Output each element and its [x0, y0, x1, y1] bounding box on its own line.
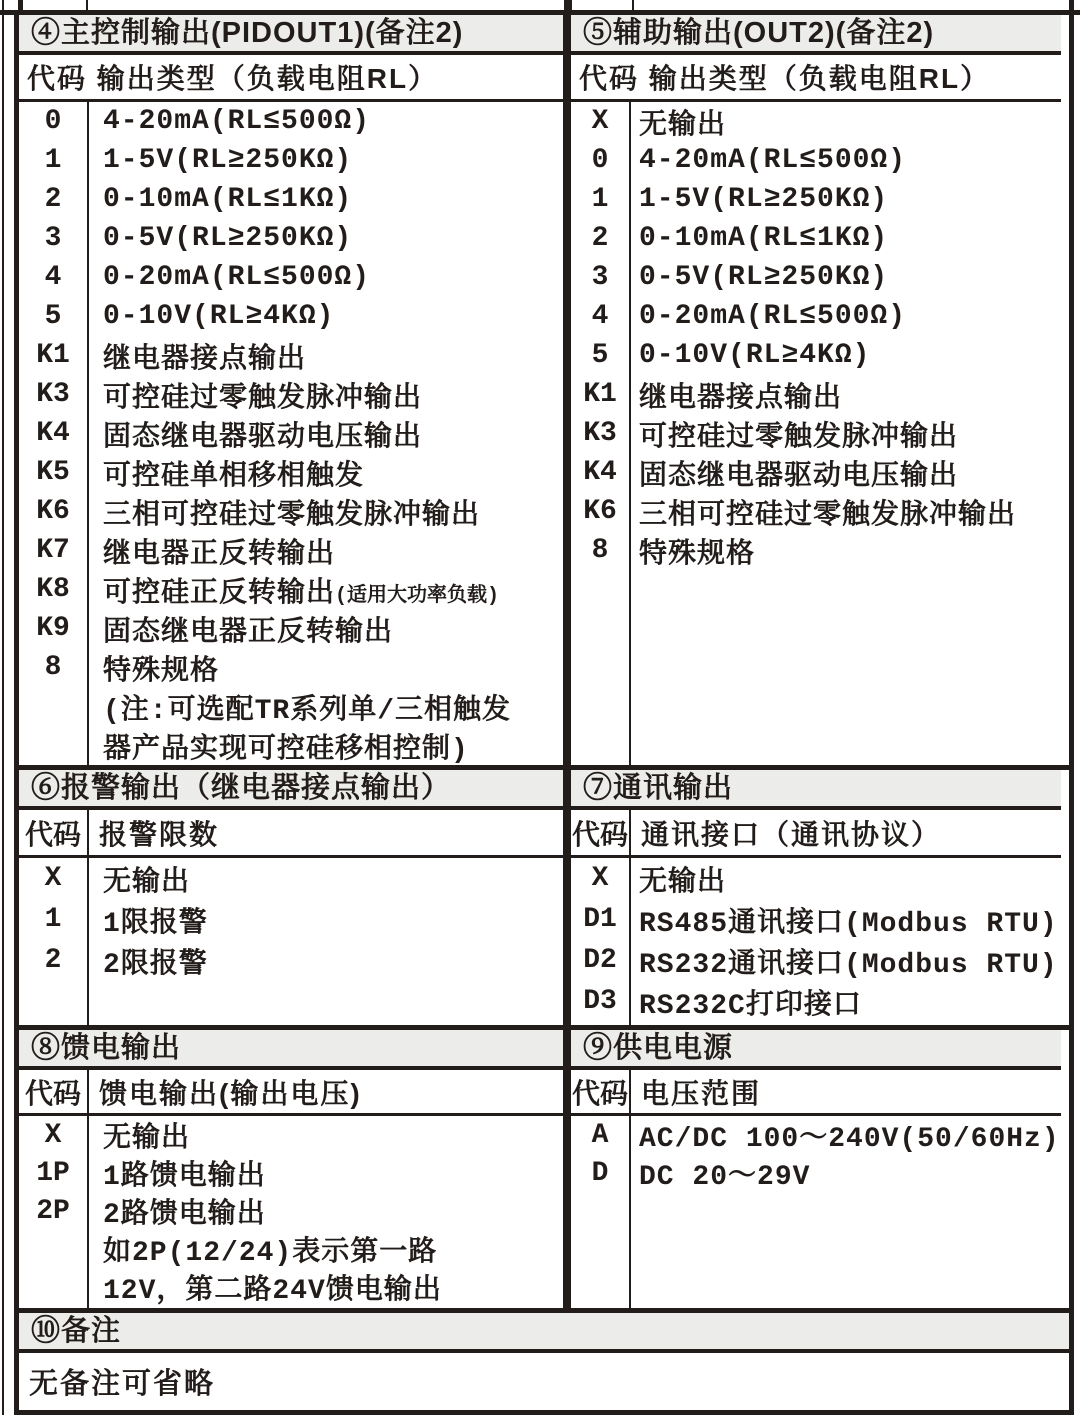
table-row	[571, 1116, 1061, 1154]
row-desc: 特殊规格	[103, 656, 220, 688]
table-row	[19, 648, 563, 687]
row-code: K4	[583, 457, 617, 488]
row-desc: RS485通讯接口(Modbus RTU)	[639, 908, 1058, 940]
table-row	[19, 899, 563, 940]
section-title: ④主控制输出(PIDOUT1)(备注2)	[19, 15, 563, 55]
row-code: 0	[44, 106, 62, 137]
row-desc: 0-10mA(RL≤1KΩ)	[639, 223, 889, 254]
table-row	[19, 375, 563, 414]
row-code: 8	[44, 652, 62, 683]
row-code: K6	[583, 496, 617, 527]
table-row	[19, 219, 563, 258]
row-code: 4	[591, 301, 609, 332]
table-row	[19, 180, 563, 219]
table-row	[571, 219, 1061, 258]
section-power-supply	[571, 1030, 1061, 1308]
row-desc: 0-10mA(RL≤1KΩ)	[103, 184, 353, 215]
table-row	[571, 297, 1061, 336]
row-desc: 三相可控硅过零触发脉冲输出	[103, 500, 481, 532]
row-desc: 无输出	[639, 110, 727, 142]
table-row	[571, 453, 1061, 492]
table-row	[19, 1116, 563, 1154]
table-row	[571, 180, 1061, 219]
table-row	[19, 531, 563, 570]
code-table	[19, 858, 563, 1025]
row-desc: RS232C打印接口	[639, 990, 862, 1022]
table-row	[19, 1154, 563, 1192]
column-header-code: 代码	[19, 1070, 89, 1113]
column-header-code: 代码	[19, 810, 89, 855]
row-code: A	[591, 1119, 609, 1151]
row-code: 5	[591, 340, 609, 371]
row-desc: 无输出	[639, 867, 727, 899]
row-code: 1P	[36, 1157, 70, 1189]
column-header-row	[571, 55, 1061, 102]
row-code: K7	[36, 535, 70, 566]
table-row	[19, 1268, 563, 1306]
row-desc: 4-20mA(RL≤500Ω)	[103, 106, 371, 137]
row-desc: (注:可选配TR系列单/三相触发	[103, 695, 512, 727]
row-desc: 继电器正反转输出	[103, 539, 336, 571]
section-alarm-output	[19, 770, 571, 1025]
row-code: 2P	[36, 1195, 70, 1227]
row-code: K1	[583, 379, 617, 410]
row-desc: 继电器接点输出	[103, 344, 307, 376]
row-code: X	[44, 863, 62, 894]
row-code: 1	[44, 145, 62, 176]
row-desc: 1限报警	[103, 908, 208, 940]
table-row	[19, 258, 563, 297]
table-row	[19, 687, 563, 726]
row-desc: 器产品实现可控硅移相控制)	[103, 734, 469, 765]
table-row	[19, 1230, 563, 1268]
code-table	[19, 1116, 563, 1308]
column-header: 代码 输出类型（负载电阻RL）	[27, 63, 439, 94]
row-code: 3	[591, 262, 609, 293]
row-desc: 1路馈电输出	[103, 1162, 266, 1193]
row-code: 1	[44, 904, 62, 935]
row-code: K3	[583, 418, 617, 449]
row-desc: 可控硅过零触发脉冲输出	[103, 383, 423, 415]
row-desc: 三相可控硅过零触发脉冲输出	[639, 500, 1017, 532]
column-header: 代码 输出类型（负载电阻RL）	[579, 63, 991, 94]
row-desc: 1-5V(RL≥250KΩ)	[639, 184, 889, 215]
row-code: K6	[36, 496, 70, 527]
section-main-control-output	[19, 15, 571, 765]
table-row	[571, 940, 1061, 981]
table-row	[19, 492, 563, 531]
row-desc: 无输出	[103, 1124, 191, 1155]
remark-text: 无备注可省略	[29, 1369, 216, 1402]
row-desc: RS232通讯接口(Modbus RTU)	[639, 949, 1058, 981]
row-desc: 如2P(12/24)表示第一路	[103, 1238, 438, 1269]
band-main-aux-output	[19, 15, 1069, 770]
column-header-desc: 报警限数	[99, 818, 220, 850]
row-desc: 2限报警	[103, 949, 208, 981]
row-code: D3	[583, 986, 617, 1017]
table-row	[571, 492, 1061, 531]
row-code: 2	[44, 945, 62, 976]
column-header-row	[19, 810, 563, 858]
row-code: 5	[44, 301, 62, 332]
code-table	[571, 1116, 1061, 1308]
row-desc: 2路馈电输出	[103, 1200, 266, 1231]
row-desc: 固态继电器驱动电压输出	[103, 422, 423, 454]
row-code: 2	[591, 223, 609, 254]
row-code: 2	[44, 184, 62, 215]
table-row	[571, 375, 1061, 414]
row-desc: 0-5V(RL≥250KΩ)	[639, 262, 889, 293]
row-desc: 0-10V(RL≥4KΩ)	[103, 301, 335, 332]
row-desc: 可控硅正反转输出(适用大功率负载)	[103, 578, 500, 610]
row-desc: DC 20～29V	[639, 1162, 811, 1193]
band-alarm-comm	[19, 770, 1069, 1030]
table-row	[19, 336, 563, 375]
column-header-desc: 通讯接口（通讯协议）	[641, 818, 942, 850]
row-desc: 0-20mA(RL≤500Ω)	[639, 301, 907, 332]
row-code: K3	[36, 379, 70, 410]
row-code: 1	[591, 184, 609, 215]
row-desc: 0-5V(RL≥250KΩ)	[103, 223, 353, 254]
row-code: K9	[36, 613, 70, 644]
row-desc: AC/DC 100～240V(50/60Hz)	[639, 1124, 1060, 1155]
table-row	[571, 899, 1061, 940]
table-row	[571, 414, 1061, 453]
code-table	[571, 102, 1061, 765]
table-row	[19, 414, 563, 453]
row-code: K8	[36, 574, 70, 605]
row-desc: 固态继电器驱动电压输出	[639, 461, 959, 493]
section-title: ⑦通讯输出	[571, 770, 1061, 810]
row-desc-note: (适用大功率负载)	[335, 584, 500, 608]
table-row	[19, 609, 563, 648]
table-row	[19, 102, 563, 141]
row-code: 0	[591, 145, 609, 176]
table-row	[571, 981, 1061, 1022]
row-desc: 0-10V(RL≥4KΩ)	[639, 340, 871, 371]
table-row	[19, 141, 563, 180]
row-code: 4	[44, 262, 62, 293]
row-code: K5	[36, 457, 70, 488]
section-title: ⑩备注	[19, 1313, 1069, 1353]
row-desc: 0-20mA(RL≤500Ω)	[103, 262, 371, 293]
column-header-row	[571, 810, 1061, 858]
column-header-desc: 电压范围	[641, 1077, 762, 1109]
band-feed-power	[19, 1030, 1069, 1313]
row-code: 8	[591, 535, 609, 566]
table-row	[19, 297, 563, 336]
code-table	[571, 858, 1061, 1025]
row-desc: 特殊规格	[639, 539, 756, 571]
table-row	[571, 102, 1061, 141]
row-code: D2	[583, 945, 617, 976]
section-aux-output	[571, 15, 1061, 765]
column-header-row	[19, 55, 563, 102]
table-row	[571, 531, 1061, 570]
table-row	[571, 1154, 1061, 1192]
row-desc: 固态继电器正反转输出	[103, 617, 394, 649]
column-header-row	[571, 1070, 1061, 1116]
band-remark	[19, 1313, 1069, 1410]
row-code: K4	[36, 418, 70, 449]
section-remark	[19, 1313, 1069, 1410]
table-row	[571, 258, 1061, 297]
table-row	[19, 1192, 563, 1230]
row-code: X	[591, 106, 609, 137]
section-feed-output	[19, 1030, 571, 1308]
section-title: ⑤辅助输出(OUT2)(备注2)	[571, 15, 1061, 55]
section-title: ⑥报警输出（继电器接点输出）	[19, 770, 563, 810]
table-row	[19, 453, 563, 492]
row-desc: 可控硅过零触发脉冲输出	[639, 422, 959, 454]
ordering-table	[14, 10, 1074, 1415]
row-code: D	[591, 1157, 609, 1189]
table-row	[19, 726, 563, 765]
row-desc: 可控硅单相移相触发	[103, 461, 365, 493]
row-code: K1	[36, 340, 70, 371]
code-table	[19, 102, 563, 765]
row-desc: 1-5V(RL≥250KΩ)	[103, 145, 353, 176]
row-desc: 无输出	[103, 867, 191, 899]
table-row	[571, 858, 1061, 899]
column-header-desc: 馈电输出(输出电压)	[99, 1077, 362, 1109]
table-row	[19, 940, 563, 981]
row-desc: 继电器接点输出	[639, 383, 843, 415]
table-row	[571, 141, 1061, 180]
column-header-row	[19, 1070, 563, 1116]
table-row	[571, 336, 1061, 375]
table-row	[19, 858, 563, 899]
section-comm-output	[571, 770, 1061, 1025]
row-code: X	[44, 1119, 62, 1151]
section-title: ⑨供电电源	[571, 1030, 1061, 1070]
column-header-code: 代码	[571, 1070, 631, 1113]
row-code: 3	[44, 223, 62, 254]
section-title: ⑧馈电输出	[19, 1030, 563, 1070]
page-edge-line	[2, 0, 4, 1415]
table-row	[19, 570, 563, 609]
row-code: X	[591, 863, 609, 894]
row-code: D1	[583, 904, 617, 935]
column-header-code: 代码	[571, 810, 631, 855]
row-desc: 12V，第二路24V馈电输出	[103, 1276, 442, 1307]
row-desc: 4-20mA(RL≤500Ω)	[639, 145, 907, 176]
